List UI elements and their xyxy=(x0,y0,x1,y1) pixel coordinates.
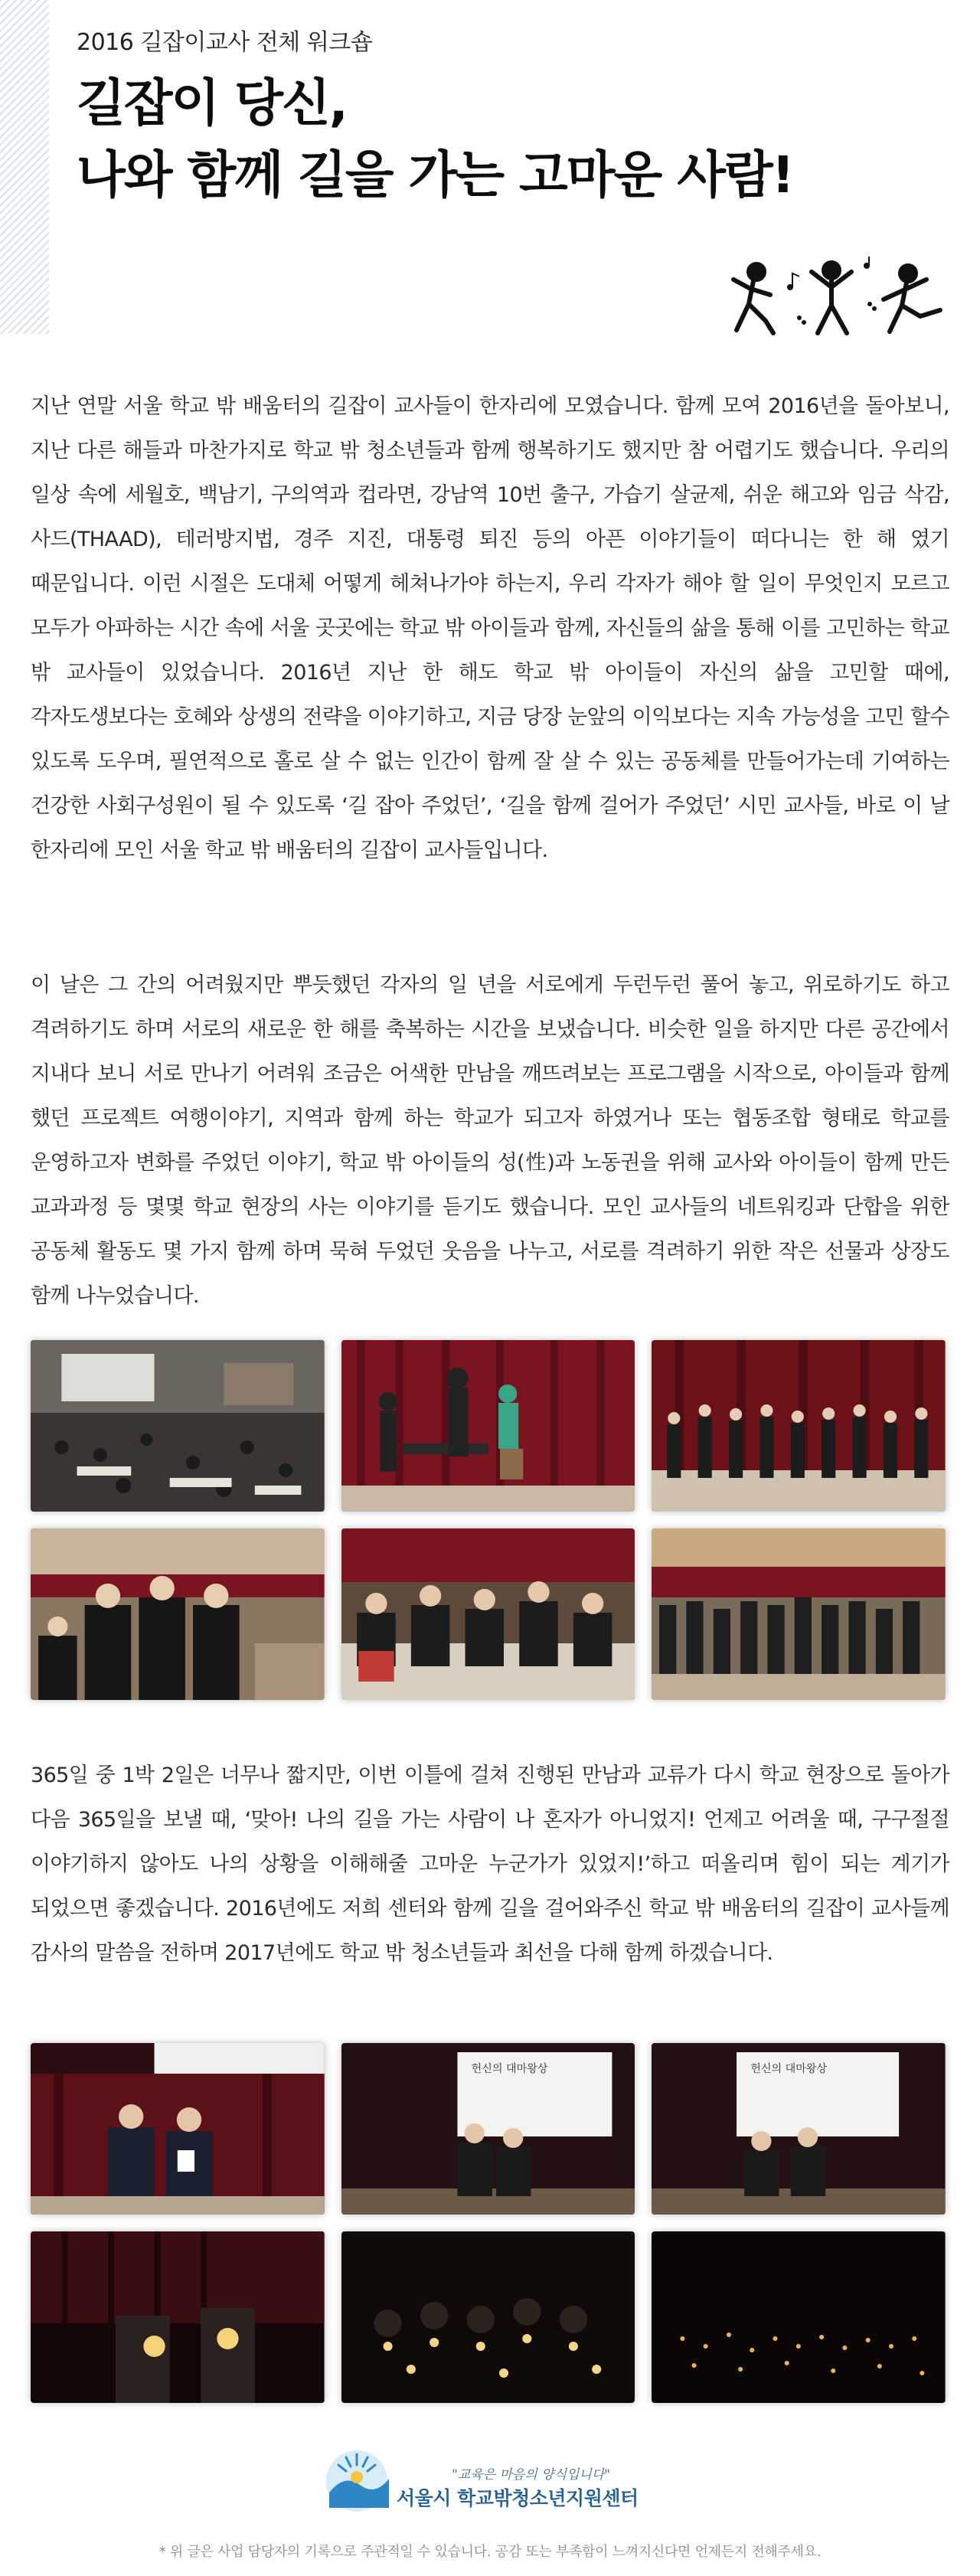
title-line-2: 나와 함께 길을 가는 고마운 사람! xyxy=(77,145,793,204)
title-line-1: 길잡이 당신, xyxy=(77,74,347,132)
workshop-photo-grid-2 xyxy=(31,2043,946,2403)
hatch-decoration xyxy=(0,0,49,334)
footer-note: * 위 글은 사업 담당자의 기록으로 주관적일 수 있습니다. 공감 또는 부족함이 느껴지신다면 언제든지 전해주세요. xyxy=(158,2544,822,2560)
award-slide-photo-2 xyxy=(652,2043,946,2215)
award-slide-text: 헌신의 대마왕상 xyxy=(471,2063,548,2075)
musicians-on-stage-photo xyxy=(341,1340,635,1512)
paragraph-closing: 365일 중 1박 2일은 너무나 짧지만, 이번 이틀에 걸쳐 진행된 만남과 교류가 다시 학교 현장으로 돌아가 다음 365일을 보낼 때, ‘맞아! 나의 길을 가는 사람이 나 혼자가 아니었지! 언제고 어려울 때, 구구절절 이야기하지 않아도 나의 상황을 이해해줄 고마운 누군가가 있었지!’하고 떠올리며 힘이 되는 계기가 되었으면 좋겠습니다. 2016년에도 저희 센터와 함께 길을 걸어와주신 학교 밖 배움터의 길잡이 교사들께 감사의 말씀을 전하며 2017년에도 학교 밖 청소년들과 최선을 다해 함께 하겠습니다. xyxy=(31,1764,949,1965)
event-subtitle: 2016 길잡이교사 전체 워크숍 xyxy=(77,29,373,56)
award-slide-photo-1 xyxy=(341,2043,635,2215)
article-header xyxy=(77,23,919,211)
dancing-people-illustration xyxy=(720,257,949,341)
logo-mark-icon xyxy=(322,2447,392,2516)
candlelight-photo-1 xyxy=(31,2231,325,2403)
organization-name: 서울시 학교밖청소년지원센터 xyxy=(397,2487,639,2509)
paragraph-program: 이 날은 그 간의 어려웠지만 뿌듯했던 각자의 일 년을 서로에게 두런두런 풀어 놓고, 위로하기도 하고 격려하기도 하며 서로의 새로운 한 해를 축복하는 시간을 보냈습니다. 비슷한 일을 하지만 다른 공간에서 지내다 보니 서로 만나기 어려워 조금은 어색한 만남을 깨뜨려보는 프로그램을 시작으로, 아이들과 함께 했던 프로젝트 여행이야기, 지역과 함께 하는 학교가 되고자 하였거나 또는 협동조합 형태로 학교를 운영하고자 변화를 주었던 이야기, 학교 밖 아이들의 성(性)과 노동권을 위해 교사와 아이들이 함께 만든 교과과정 등 몇몇 학교 현장의 사는 이야기를 듣기도 했습니다. 모인 교사들의 네트워킹과 단합을 위한 공동체 활동도 몇 가지 함께 하며 묵혀 두었던 웃음을 나누고, 서로를 격려하기 위한 작은 선물과 상장도 함께 나누었습니다. xyxy=(31,973,949,1308)
table-discussion-photo xyxy=(341,1528,635,1700)
paragraph-intro: 지난 연말 서울 학교 밖 배움터의 길잡이 교사들이 한자리에 모였습니다. 함께 모여 2016년을 돌아보니, 지난 다른 해들과 마찬가지로 학교 밖 청소년들과 함께 행복하기도 했지만 참 어렵기도 했습니다. 우리의 일상 속에 세월호, 백남기, 구의역과 컵라면, 강남역 10번 출구, 가습기 살균제, 쉬운 해고와 임금 삭감, 사드(THAAD), 테러방지법, 경주 지진, 대통령 퇴진 등의 아픈 이야기들이 떠다니는 한 해 였기 때문입니다. 이런 시절은 도대체 어떻게 헤쳐나가야 하는지, 우리 각자가 해야 할 일이 무엇인지 모르고 모두가 아파하는 시간 속에 서울 곳곳에는 학교 밖 아이들과 함께, 자신들의 삶을 통해 이를 고민하는 학교 밖 교사들이 있었습니다. 2016년 지난 한 해도 학교 밖 아이들이 자신의 삶을 고민할 때에, 각자도생보다는 호혜와 상생의 전략을 이야기하고, 지금 당장 눈앞의 이익보다는 지속 가능성을 고민 할수 있도록 도우며, 필연적으로 홀로 살 수 없는 인간이 함께 잘 살 수 있는 공동체를 만들어가는데 기여하는 건강한 사회구성원이 될 수 있도록 ‘길 잡아 주었던’, ‘길을 함께 걸어가 주었던’ 시민 교사들, 바로 이 날 한자리에 모인 서울 학교 밖 배움터의 길잡이 교사들입니다. xyxy=(31,394,949,862)
award-pair-photo xyxy=(31,2043,325,2215)
logo-slogan: "교육은 마음의 양식입니다" xyxy=(452,2467,611,2483)
award-slide-text: 헌신의 대마왕상 xyxy=(750,2063,828,2075)
center-logo xyxy=(322,2447,658,2516)
teachers-group-photo xyxy=(31,1528,325,1700)
workshop-photo-grid-1 xyxy=(31,1340,946,1700)
candlelight-photo-2 xyxy=(341,2231,635,2403)
workshop-hall-photo xyxy=(31,1340,325,1512)
stage-lineup-photo xyxy=(652,1340,946,1512)
article-title xyxy=(77,67,919,211)
crowd-activity-photo xyxy=(652,1528,946,1700)
candlelight-photo-3 xyxy=(652,2231,946,2403)
